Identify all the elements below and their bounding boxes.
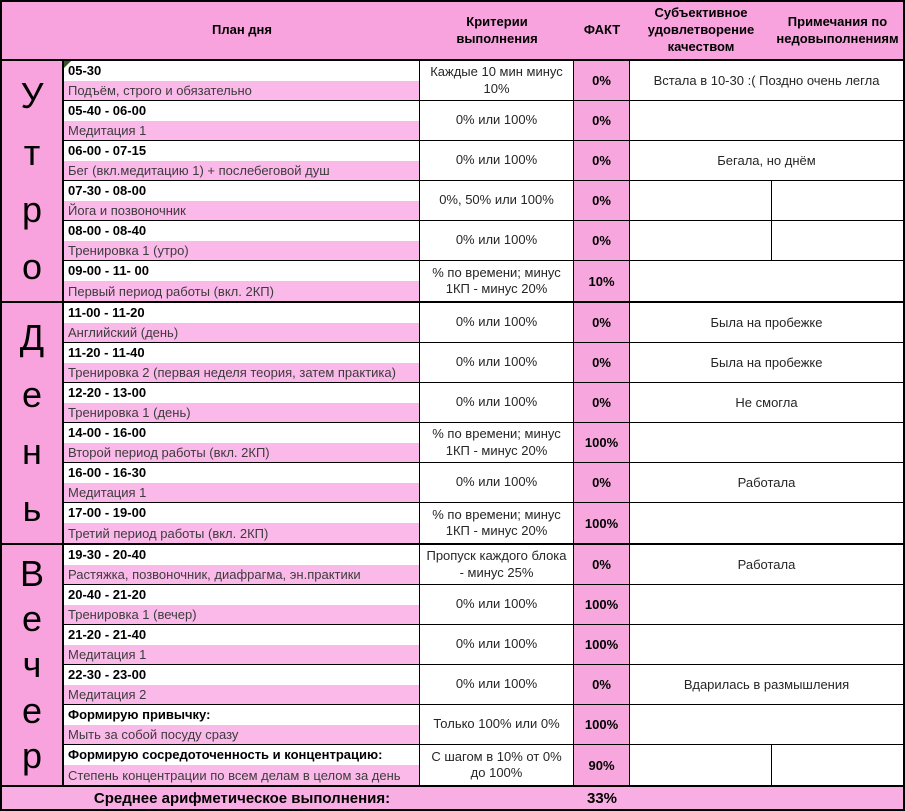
plan-row — [64, 141, 903, 181]
notes-merged-cell — [630, 503, 903, 543]
time-cell: 11-00 - 11-20 — [68, 305, 145, 320]
fact-value-cell: 100% — [574, 503, 630, 543]
summary-label: Среднее арифметическое выполнения: — [93, 789, 391, 807]
header-fact: ФАКТ — [583, 22, 621, 38]
plan-cell — [64, 261, 420, 301]
time-cell: 06-00 - 07-15 — [68, 143, 147, 158]
time-cell: 22-30 - 23-00 — [68, 667, 147, 682]
plan-cell — [64, 383, 420, 422]
notes-merged-cell: Вдарилась в размышления — [683, 677, 850, 692]
plan-cell — [64, 585, 420, 624]
section-letter: е — [21, 598, 43, 640]
task-cell: Тренировка 1 (вечер) — [64, 604, 419, 624]
plan-row — [64, 665, 903, 705]
section-letter: о — [21, 245, 43, 287]
notes-merged-cell: Бегала, но днём — [717, 153, 816, 168]
header-corner-cell — [2, 2, 64, 59]
time-cell: 14-00 - 16-00 — [68, 425, 147, 440]
plan-row — [64, 261, 903, 301]
criteria-cell: 0% или 100% — [420, 665, 574, 704]
notes-merged-cell: Была на пробежке — [710, 355, 823, 370]
task-cell: Мыть за собой посуду сразу — [64, 724, 419, 744]
task-cell: Медитация 1 — [64, 482, 419, 502]
task-cell: Тренировка 2 (первая неделя теория, затем практика) — [64, 362, 419, 382]
plan-cell — [64, 141, 420, 180]
criteria-cell: 0% или 100% — [420, 343, 574, 382]
plan-row — [64, 463, 903, 503]
plan-cell — [64, 181, 420, 220]
criteria-cell: С шагом в 10% от 0% до 100% — [420, 745, 574, 785]
task-cell: Подъём, строго и обязательно — [64, 80, 419, 100]
plan-row — [64, 745, 903, 785]
time-cell: 09-00 - 11- 00 — [68, 263, 149, 278]
plan-row — [64, 181, 903, 221]
fact-value-cell: 100% — [574, 423, 630, 462]
task-cell: Растяжка, позвоночник, диафрагма, эн.практики — [64, 564, 419, 584]
notes-merged-cell — [630, 705, 903, 744]
section-letter: н — [22, 430, 42, 472]
notes-merged-cell: Встала в 10-30 :( Поздно очень легла — [653, 73, 880, 88]
section-evening — [2, 543, 903, 785]
time-cell: 17-00 - 19-00 — [68, 505, 147, 520]
fact-value-cell: 0% — [574, 303, 630, 342]
criteria-cell: 0% или 100% — [420, 221, 574, 260]
plan-cell — [64, 221, 420, 260]
plan-cell — [64, 745, 420, 785]
plan-cell — [64, 343, 420, 382]
fact-value-cell: 10% — [574, 261, 630, 301]
fact-value-cell: 0% — [574, 101, 630, 140]
time-cell: 21-20 - 21-40 — [68, 627, 147, 642]
fact-value-cell: 0% — [574, 665, 630, 704]
criteria-cell: Только 100% или 0% — [420, 705, 574, 744]
section-label-evening — [2, 545, 64, 785]
task-cell: Бег (вкл.медитацию 1) + послебеговой душ — [64, 160, 419, 180]
criteria-cell: 0% или 100% — [420, 141, 574, 180]
section-letter: В — [19, 552, 44, 594]
plan-row — [64, 101, 903, 141]
criteria-cell: 0% или 100% — [420, 383, 574, 422]
plan-cell — [64, 545, 420, 584]
task-cell: Медитация 1 — [64, 120, 419, 140]
summary-value: 33% — [586, 789, 618, 807]
plan-row — [64, 423, 903, 463]
fact-value-cell: 0% — [574, 61, 630, 100]
notes-merged-cell — [630, 625, 903, 664]
criteria-cell: 0% или 100% — [420, 625, 574, 664]
section-letter: ь — [22, 487, 42, 529]
notes-cell — [772, 221, 903, 260]
time-cell: 05-40 - 06-00 — [68, 103, 147, 118]
plan-row — [64, 503, 903, 543]
time-cell: 19-30 - 20-40 — [68, 547, 147, 562]
header-criteria: Критерии выполнения — [456, 13, 538, 46]
satisfaction-cell — [630, 181, 772, 220]
plan-cell — [64, 463, 420, 502]
section-letter: т — [23, 131, 41, 173]
time-cell: Формирую привычку: — [68, 707, 211, 722]
plan-row — [64, 221, 903, 261]
criteria-cell: % по времени; минус 1КП - минус 20% — [420, 423, 574, 462]
criteria-cell: Пропуск каждого блока - минус 25% — [420, 545, 574, 584]
header-notes: Примечания по недовыполнениям — [776, 13, 899, 46]
task-cell: Йога и позвоночник — [64, 200, 419, 220]
criteria-cell: 0% или 100% — [420, 585, 574, 624]
section-letter: р — [21, 735, 43, 777]
time-cell: 05-30 — [68, 63, 102, 78]
plan-cell — [64, 503, 420, 543]
task-cell: Медитация 2 — [64, 684, 419, 704]
time-cell: 16-00 - 16-30 — [68, 465, 147, 480]
section-rows — [64, 61, 903, 301]
criteria-cell: 0% или 100% — [420, 101, 574, 140]
time-cell: 07-30 - 08-00 — [68, 183, 147, 198]
notes-merged-cell — [630, 261, 903, 301]
section-letter: У — [20, 74, 44, 116]
section-rows — [64, 545, 903, 785]
plan-cell — [64, 665, 420, 704]
fact-value-cell: 0% — [574, 141, 630, 180]
section-rows — [64, 303, 903, 543]
notes-merged-cell: Не смогла — [735, 395, 798, 410]
fact-value-cell: 0% — [574, 343, 630, 382]
plan-row — [64, 705, 903, 745]
comment-marker-icon — [64, 61, 71, 68]
task-cell: Тренировка 1 (утро) — [64, 240, 419, 260]
plan-row — [64, 343, 903, 383]
plan-cell — [64, 625, 420, 664]
section-day — [2, 301, 903, 543]
header-subjective: Субъективное удовлетворение качеством — [647, 5, 755, 54]
plan-row — [64, 585, 903, 625]
section-morning — [2, 61, 903, 301]
time-cell: 20-40 - 21-20 — [68, 587, 147, 602]
fact-value-cell: 100% — [574, 705, 630, 744]
notes-merged-cell — [630, 101, 903, 140]
fact-value-cell: 100% — [574, 585, 630, 624]
satisfaction-cell — [630, 221, 772, 260]
criteria-cell: Каждые 10 мин минус 10% — [420, 61, 574, 100]
notes-merged-cell: Работала — [737, 557, 796, 572]
fact-value-cell: 100% — [574, 625, 630, 664]
time-cell: 12-20 - 13-00 — [68, 385, 147, 400]
fact-value-cell: 0% — [574, 545, 630, 584]
plan-row — [64, 61, 903, 101]
notes-merged-cell: Была на пробежке — [710, 315, 823, 330]
criteria-cell: 0% или 100% — [420, 463, 574, 502]
table-header — [2, 2, 903, 61]
plan-cell — [64, 423, 420, 462]
section-letter: Д — [19, 316, 45, 358]
fact-value-cell: 0% — [574, 221, 630, 260]
notes-merged-cell: Работала — [737, 475, 796, 490]
plan-cell — [64, 101, 420, 140]
time-cell: Формирую сосредоточенность и концентрацию: — [68, 747, 383, 762]
criteria-cell: 0%, 50% или 100% — [420, 181, 574, 220]
plan-cell — [64, 61, 420, 100]
section-letter: е — [21, 689, 43, 731]
plan-row — [64, 545, 903, 585]
task-cell: Степень концентрации по всем делам в целом за день — [64, 764, 419, 785]
section-letter: е — [21, 373, 43, 415]
fact-value-cell: 90% — [574, 745, 630, 785]
task-cell: Первый период работы (вкл. 2КП) — [64, 280, 419, 301]
notes-cell — [772, 181, 903, 220]
time-cell: 11-20 - 11-40 — [68, 345, 145, 360]
fact-value-cell: 0% — [574, 383, 630, 422]
plan-row — [64, 303, 903, 343]
header-plan: План дня — [212, 22, 272, 38]
notes-merged-cell — [630, 585, 903, 624]
time-cell: 08-00 - 08-40 — [68, 223, 147, 238]
criteria-cell: % по времени; минус 1КП - минус 20% — [420, 503, 574, 543]
notes-merged-cell — [630, 423, 903, 462]
task-cell: Тренировка 1 (день) — [64, 402, 419, 422]
task-cell: Английский (день) — [64, 322, 419, 342]
task-cell: Медитация 1 — [64, 644, 419, 664]
plan-cell — [64, 705, 420, 744]
task-cell: Второй период работы (вкл. 2КП) — [64, 442, 419, 462]
criteria-cell: 0% или 100% — [420, 303, 574, 342]
plan-cell — [64, 303, 420, 342]
plan-row — [64, 625, 903, 665]
fact-value-cell: 0% — [574, 181, 630, 220]
plan-row — [64, 383, 903, 423]
task-cell: Третий период работы (вкл. 2КП) — [64, 522, 419, 543]
fact-value-cell: 0% — [574, 463, 630, 502]
section-label-morning — [2, 61, 64, 301]
summary-row — [2, 785, 903, 809]
satisfaction-cell — [630, 745, 772, 785]
section-letter: ч — [22, 643, 42, 685]
notes-cell — [772, 745, 903, 785]
section-letter: р — [21, 188, 43, 230]
criteria-cell: % по времени; минус 1КП - минус 20% — [420, 261, 574, 301]
section-label-day — [2, 303, 64, 543]
